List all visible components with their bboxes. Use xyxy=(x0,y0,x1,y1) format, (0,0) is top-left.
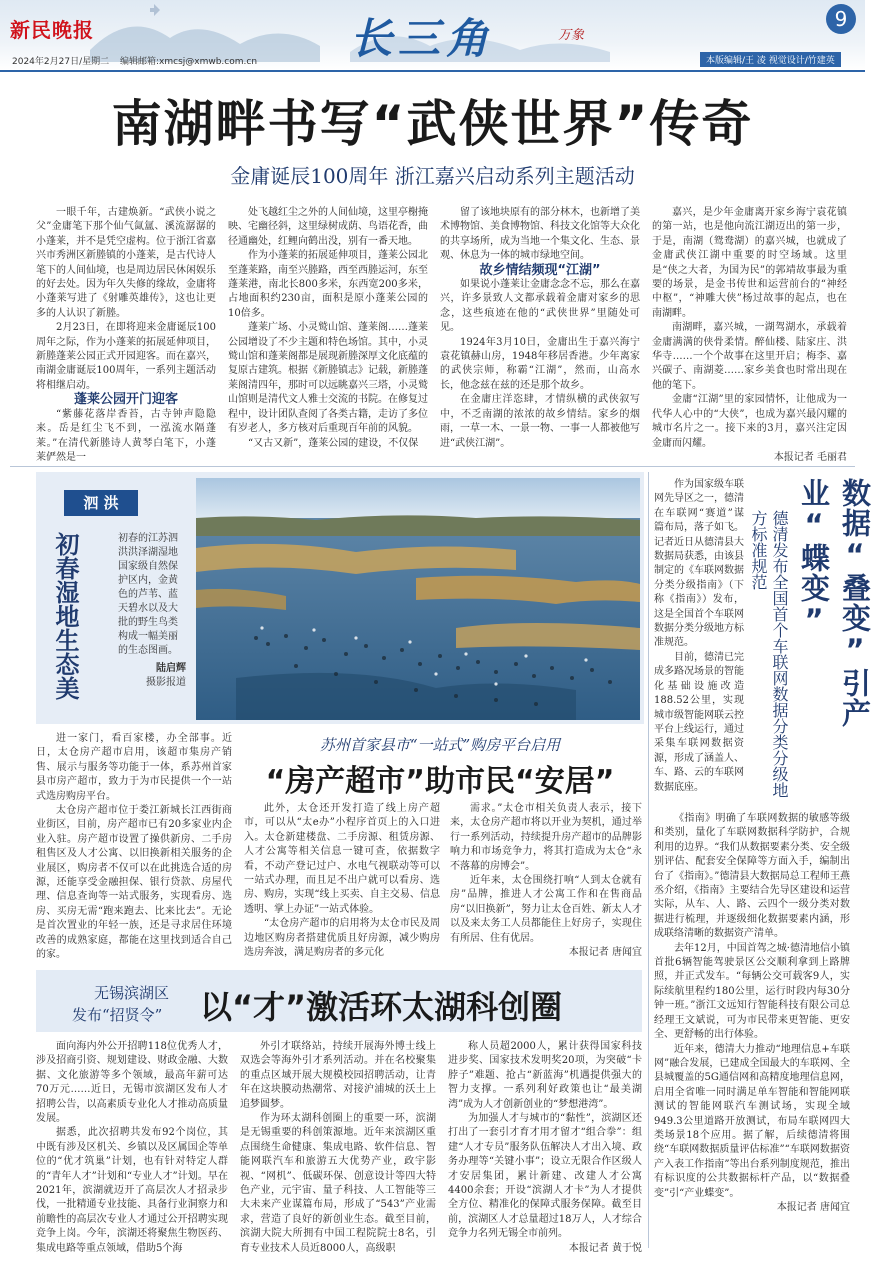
article2-byline: 本报记者 唐闻宜 xyxy=(776,1201,850,1213)
article4-column-3: 称人员超2000人，累计获得国家科技进步奖、国家技术发明奖20项，为突破“卡脖子”难题、抢占“新蓝海”机遇提供强大的智力支撑。一系列利好政策也让“最美湖湾”成为人才创新创业的“梦想港湾”。 为加强人才与城市的“黏性”，滨湖区还打出了一套引才育才用才留才“组合拳”：组建“人才专员”服务队伍解决人才出入境、政务办理等“关键小事”；设立无限合作区级人才安居集团，累计新建、改建人才公寓4400余套；开设“滨湖人才卡”为人才提供全方位、精准化的保障式服务保障。截至目前，滨湖区人才总量超过18万人，人才综合竞争力名列无锡全市前列。 本报记者 黄于悦 xyxy=(448,1040,642,1270)
article3-column-1: 进一家门，看百家楼，办全部事。近日，太仓房产超市启用，该超市集房产销售、展示与服务等功能于一体，系苏州首家县市房产超市，致力于为市民提供一个一站式选房购房平台。 太仓房产超市位于娄江新城长江西街商业街区，目前，房产超市已有20多家业内企业入驻。房产超市设置了操供新房、二手房租售区及人才公寓、以旧换新相关服务的企业展区，购房者不仅可以在此挑选合适的房源，还能享受金融担保、银行贷款、房屋代理、信息查询等一站式服务，实现看房、选房、买房无需“跑来跑去、比来比去”。无论是首次置业的年轻一族，还是寻求居住环境改善的成熟家庭，都能在这里找到适合自己的家。 xyxy=(36,733,232,961)
article1-column-4: 嘉兴，是少年金庸离开家乡海宁袁花镇的第一站，也是他向流江湖迈出的第一步，于是，南湖（鸳鸯湖）的嘉兴城，也就成了金庸武侠江湖中重要的时空场域。这里是“侠之大者，为国为民”的郭靖故事最为重要的场景，是金书传世和运营前台的“神经中枢”，“神雕大侠”杨过故事的起点，也在南湖畔。 南湖畔，嘉兴城，一湖驾湖水，承载着金庸满满的侠骨柔情。醉仙楼、陆家庄、洪华寺……一个个故事在这里开启；梅李、嘉兴碳子、南湖菱……家乡美食也时常出现在他的笔下。 金庸“江湖”里的家园情怀，让他成为一代华人心中的“大侠”，也成为嘉兴最闪耀的城市名片之一。接下来的3月，嘉兴注定因金庸而闪耀。 本报记者 毛丽君 xyxy=(652,206,847,461)
article1-headline: 南湖畔书写“武侠世界”传奇 xyxy=(111,95,754,153)
wetland-photo xyxy=(196,478,640,720)
article3-headline: “房产超市”助市民“安居” xyxy=(265,764,615,799)
article4-kicker-2: 发布“招贤令” xyxy=(72,1006,163,1024)
newspaper-logo: 新民晚报 xyxy=(10,18,94,42)
editor-email: 编辑邮箱:xmcsj@xmwb.com.cn xyxy=(120,57,258,67)
section-seal: 万象 xyxy=(558,28,585,43)
article1-byline: 本报记者 毛丽君 xyxy=(773,451,847,463)
article1-column-3: 留了该地块原有的部分林木，也新增了美术博物馆、美食博物馆、科技文化馆等大众化的共享场所，成为当地一个集文化、生态、景观、休息为一体的城市绿地空间。 故乡情结频现“江湖” 如果说小蓬莱让金庸念念不忘，那么在嘉兴，许多景致人文都承载着金庸对家乡的思念，这些痕迹在他的“武侠世界”里随处可见。 1924年3月10日，金庸出生于嘉兴海宁袁花镇赫山房，1948年移居香港。少年离家的武侠宗师，称霸“江湖”，然而，山高水长，他念兹在兹的还是那个故乡。 在金庸庄洋恣肆，才情纵横的武侠叙写中，不乏南湖的浓浓的故乡情结。家乡的烟雨，一草一木、一景一物、一事一人都被他写进“武侠江湖”。 xyxy=(440,207,640,449)
photo-credit: 摄影报道 xyxy=(146,677,186,688)
article1-subhead-2: 故乡情结频现“江湖” xyxy=(479,262,601,278)
page-number: 9 xyxy=(826,4,856,34)
photo-story-panel xyxy=(36,472,644,724)
article3-byline: 本报记者 唐闻宜 xyxy=(568,947,642,959)
article3-column-2: 此外，太仓还开发打造了线上房产超市，可以从“太e办”小程序首页上的入口进入。太仓新建楼盘、二手房源、租赁房源、人才公寓等相关信息一键可查，依据数字看，不动产登记过户、水电气视联动等可以一站式办理，而且足不出户就可以看房、选房、购房，实现“线上买卖、自主交易、信息透明、掌上办证”一站式体验。 “太仓房产超市的启用将为太仓市民及周边地区购房者搭建优质且好房源，减少购房选房奔波，满足购房者的多元化 xyxy=(244,803,440,959)
article2-column-lower: 《指南》明确了车联网数据的敏感等级和类别，量化了车联网数据科学防护，合规利用的边界。“我们从数据要素分类、安全级别评估、配套安全保障等方面入手，编制出台了《指南》。”德清县大数据局总工程师王燕丞介绍，《指南》主要结合先导区建设和运营实际，从车、人、路、云四个一级分类对数据进行梳理，并逐级细化数据要素内涵，形成联络清晰的数据资产清单。 去年12月，中国首驾之城·德清地信小镇首批6辆智能驾驶景区公交顺利拿到上路牌照，并正式发车。“每辆公交可载客9人，实际续航里程约180公里，运行时段内每30分钟一班。”浙江文远知行智能科技有限公司总经理王文斌说，可为市民带来更智能、更安全、更舒畅的出行体验。 近年来，德清大力推动“地理信息+车联网”融合发展，已建成全国最大的车联网、全县城覆盖的5G通信网和高精度地理信息网，启用全省唯一同时满足单车智能和智能网联测试的智能网联汽车测试场，实现全域949.3公里道路开放测试，布局车联网四大类场景18个应用。据了解，后续德清将围绕“车联网数据质量评估标准”“车联网数据资产入表工作指南”等出台系列制度规范，推出有标识度的公共数据标杆产品，以“数据叠变”引“产业蝶变”。 本报记者 唐闻宜 xyxy=(654,812,850,1244)
masthead xyxy=(0,0,865,70)
section-title: 长三角 xyxy=(350,14,495,63)
photo-caption: 初春的江苏泗洪洪泽湖湿地国家级自然保护区内，金黄色的芦苇、蓝天碧水以及大批的野生鸟类构成一幅美丽的生态图画。 陆启辉 摄影报道 xyxy=(118,533,186,688)
photo-location-label: 泗 洪 xyxy=(64,490,138,516)
article4-headline: 以“才”激活环太湖科创圈 xyxy=(200,988,563,1026)
article2-headline: 数据“叠变”引产业“蝶变” xyxy=(797,478,872,728)
article1-subheadline: 金庸诞辰100周年 浙江嘉兴启动系列主题活动 xyxy=(230,164,635,188)
article1-column-2: 处飞越红尘之外的人间仙境，这里亭榭掩映、宅幽径斜，这里绿树成荫、鸟语花香，曲径通幽处，红鲤向鹤出没，别有一番天地。 作为小蓬莱的拓展延伸项目，蓬莱公园北至蓬莱路，南至兴塍路，西至西塍运河，东至蓬莱港，南北长800多米，东西宽200多米，占地面积约230亩，面积是原小蓬莱公园的10倍多。 蓬莱广场、小灵鹫山馆、蓬莱阁……蓬莱公园增设了不少主题和特色场馆。其中，小灵鹫山馆和蓬莱阁都是展现新塍深厚文化底蕴的复原古建筑。根据《新塍镇志》记载，新塍蓬莱阁清四年，那时可以远眺嘉兴三塔，小灵鹫山馆则是清代文人雅士交流的书院。在修复过程中，设计团队查阅了各类古籍，走访了多位有岁老人，多方核对后重现百年前的风貌。 “又古又新”，蓬莱公园的建设，不仅保 xyxy=(228,207,428,449)
article2-column-upper: 作为国家级车联网先导区之一，德清在车联网“赛道”谋篇布局，落子如飞。记者近日从德清县大数据局获悉，由该县制定的《车联网数据分类分级指南》（下称《指南》）发布，这是全国首个车联网数据分类分级地方标准规范。 目前，德清已完成多路况场景的智能化基础设施改造188.52公里，实现城市级智能网联云控平台上线运行，通过采集车联网数据资源，形成了涵盖人、车、路、云的车联网数据底座。 xyxy=(654,479,744,793)
article4-column-2: 外引才联络站，持续开展海外博士线上双选会等海外引才系列活动。并在名校聚集的重点区域开展大规模校园招聘活动，让青年在这块膜动热潮常、对接沪浦城的沃土上追梦圆梦。 作为环太湖科创圈上的重要一环，滨湖是无锡重要的科创策源地。近年来滨湖区重点围绕生命健康、集成电路、软件信息、智能网联汽车和旅游五大优势产业，政宇影视、“网机”、低碳环保、创意设计等四大特色产业，元宇宙、量子科技、人工智能等三大未来产业谋篇布局，形成了“543”产业需求，营造了良好的新创业生态。截至目前，滨湖大院大所拥有中国工程院院士8名，引育专业技术人员近8000人，高级职 xyxy=(240,1041,436,1254)
article3-kicker: 苏州首家县市“一站式”购房平台启用 xyxy=(319,736,561,754)
article1-subhead-1: 蓬莱公园开门迎客 xyxy=(73,392,178,408)
article3-column-3: 需求。”太仓市相关负责人表示，接下来，太仓房产超市将以开业为契机，通过举行一系列活动，持续提升房产超市的品牌影响力和市场竞争力，将其打造成为太仓“永不落幕的房博会”。 近年来，太仓围绕打响“人到太仓就有房”品牌，推进人才公寓工作和在售商品房“以旧换新”，努力让太仓百姓、新太人才以及来太务工人员都能住上好房子，实现住有所居、住有优居。 本报记者 唐闻宜 xyxy=(450,802,642,966)
article4-kicker-1: 无锡滨湖区 xyxy=(94,984,170,1002)
article2-subheadline: 德清发布全国首个车联网数据分类分级地方标准规范 xyxy=(749,510,789,798)
date-line: 2024年2月27日/星期二 xyxy=(12,57,110,67)
editor-credits: 本版编辑/王 凌 视觉设计/竹建英 xyxy=(700,52,841,67)
article1-column-1: 一眼千年，古建焕新。“武侠小说之父”金庸笔下那个仙气氤氲、溪流潺潺的小蓬莱，并不是凭空虚构。位于浙江省嘉兴市秀洲区新塍镇的小蓬莱，是古代诗人笔下的人间仙境，也是周边居民休闲娱乐的好去处。因为年久失修的缘故，金庸将小蓬莱写进了《射雕英雄传》，这也让更多的人认识了新塍。 2月23日，在即将迎来金庸诞辰100周年之际，作为小蓬莱的拓展延伸项目，新塍蓬莱公园正式开园迎客。而在嘉兴，南湖金庸诞辰100周年，一系列主题活动将相继启动。 蓬莱公园开门迎客 “紫藤花落岸香苔，古寺钟声隐隐来。岳是红尘飞不到，一泓流水隔蓬莱。”在清代新塍诗人黄琴白笔下，小蓬莱俨然是一 xyxy=(36,207,216,463)
article4-byline: 本报记者 黄于悦 xyxy=(568,1242,642,1254)
article4-column-1: 面向海内外公开招聘118位优秀人才，涉及招商引资、规划建设、财政金融、大数据、文化旅游等多个领域，最高年薪可达70万元……近日，无锡市滨湖区发布人才招聘公告，以高素质专业化人才推动高质量发展。 据悉，此次招聘共发布92个岗位，其中既有涉及区机关、乡镇以及区属国企等单位的“优才筑巢”计划，也有针对特定人群的“青年人才”计划和“专业人才”计划。早在2021年，滨湖就迈开了高层次人才招录步伐，一批精通专业技能、具备行业洞察力和前瞻性的高层次专业人才通过公开招聘实现竞争上岗。今年，滨湖还将聚焦生物医药、集成电路等重点领域，借助5个海 xyxy=(36,1041,228,1254)
photographer: 陆启辉 xyxy=(156,663,186,674)
photo-story-title: 初春湿地生态美 xyxy=(51,532,79,700)
